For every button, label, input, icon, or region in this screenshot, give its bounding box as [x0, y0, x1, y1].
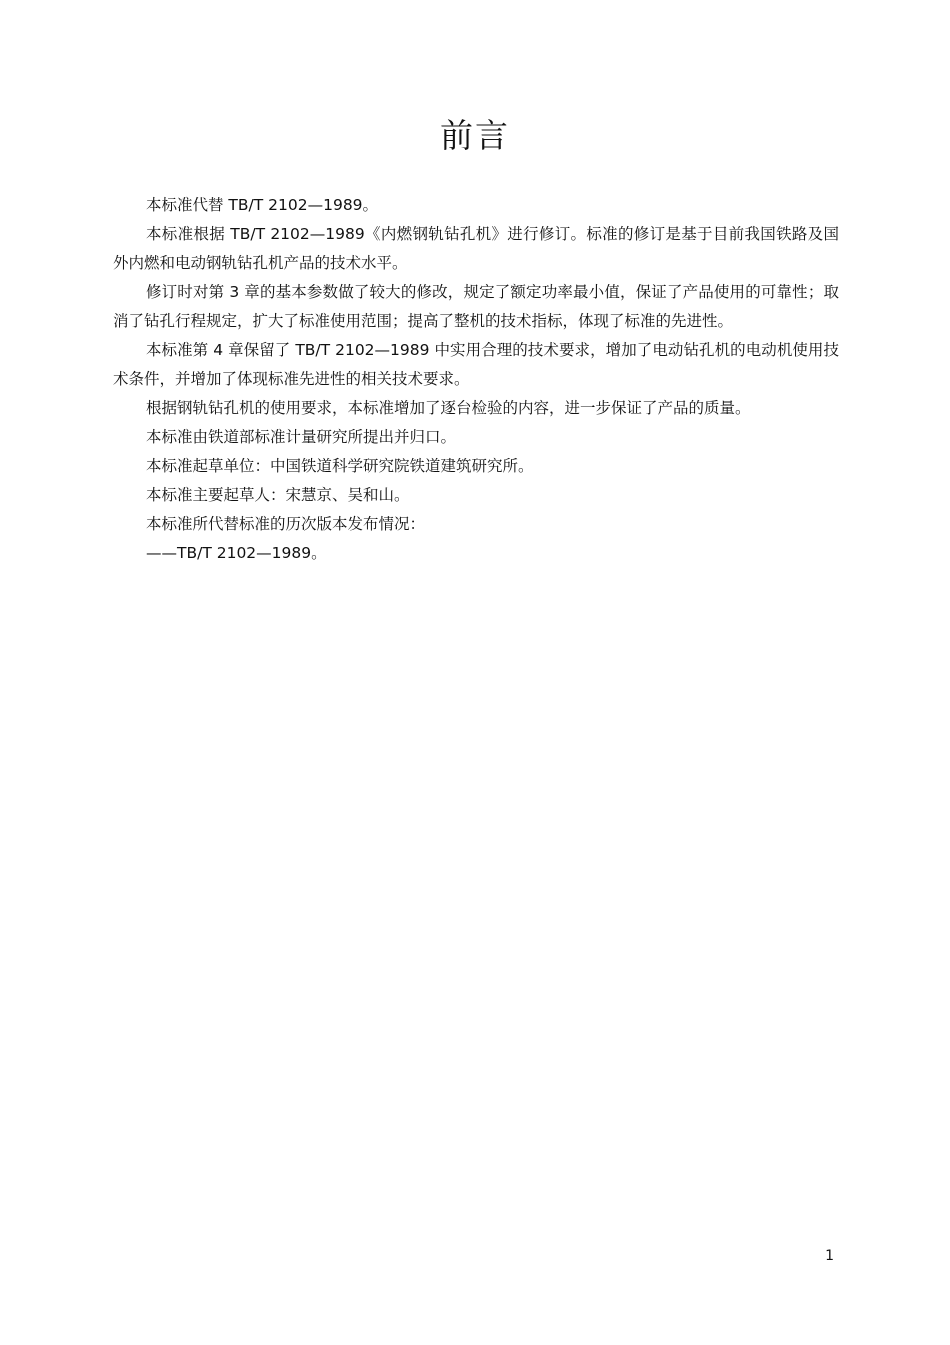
- paragraph-previous-version: ——TB/T 2102—1989。: [146, 544, 327, 562]
- paragraph-proposer: 本标准由铁道部标准计量研究所提出并归口。: [146, 428, 457, 446]
- paragraph-version-history: 本标准所代替标准的历次版本发布情况：: [146, 515, 426, 533]
- page-number: 1: [825, 1248, 834, 1264]
- paragraph-inspection: 根据钢轨钻孔机的使用要求，本标准增加了逐台检验的内容，进一步保证了产品的质量。: [146, 399, 751, 417]
- paragraph-chapter-4-changes: 本标准第 4 章保留了 TB/T 2102—1989 中实用合理的技术要求，增加了电动钻孔机的电动机使用技术条件，并增加了体现标准先进性的相关技术要求。: [113, 341, 839, 388]
- paragraph-drafters: 本标准主要起草人：宋慧京、吴和山。: [146, 486, 410, 504]
- paragraph-revision-basis: 本标准根据 TB/T 2102—1989《内燃钢轨钻孔机》进行修订。标准的修订是基于目前我国铁路及国外内燃和电动钢轨钻孔机产品的技术水平。: [113, 225, 839, 272]
- page-title: 前言: [440, 116, 510, 155]
- paragraph-drafting-unit: 本标准起草单位：中国铁道科学研究院铁道建筑研究所。: [146, 457, 534, 475]
- paragraph-replaces: 本标准代替 TB/T 2102—1989。: [146, 196, 379, 214]
- paragraph-chapter-3-changes: 修订时对第 3 章的基本参数做了较大的修改，规定了额定功率最小值，保证了产品使用的可靠性；取消了钻孔行程规定，扩大了标准使用范围；提高了整机的技术指标，体现了标准的先进性。: [113, 283, 839, 330]
- body-text: [113, 191, 839, 568]
